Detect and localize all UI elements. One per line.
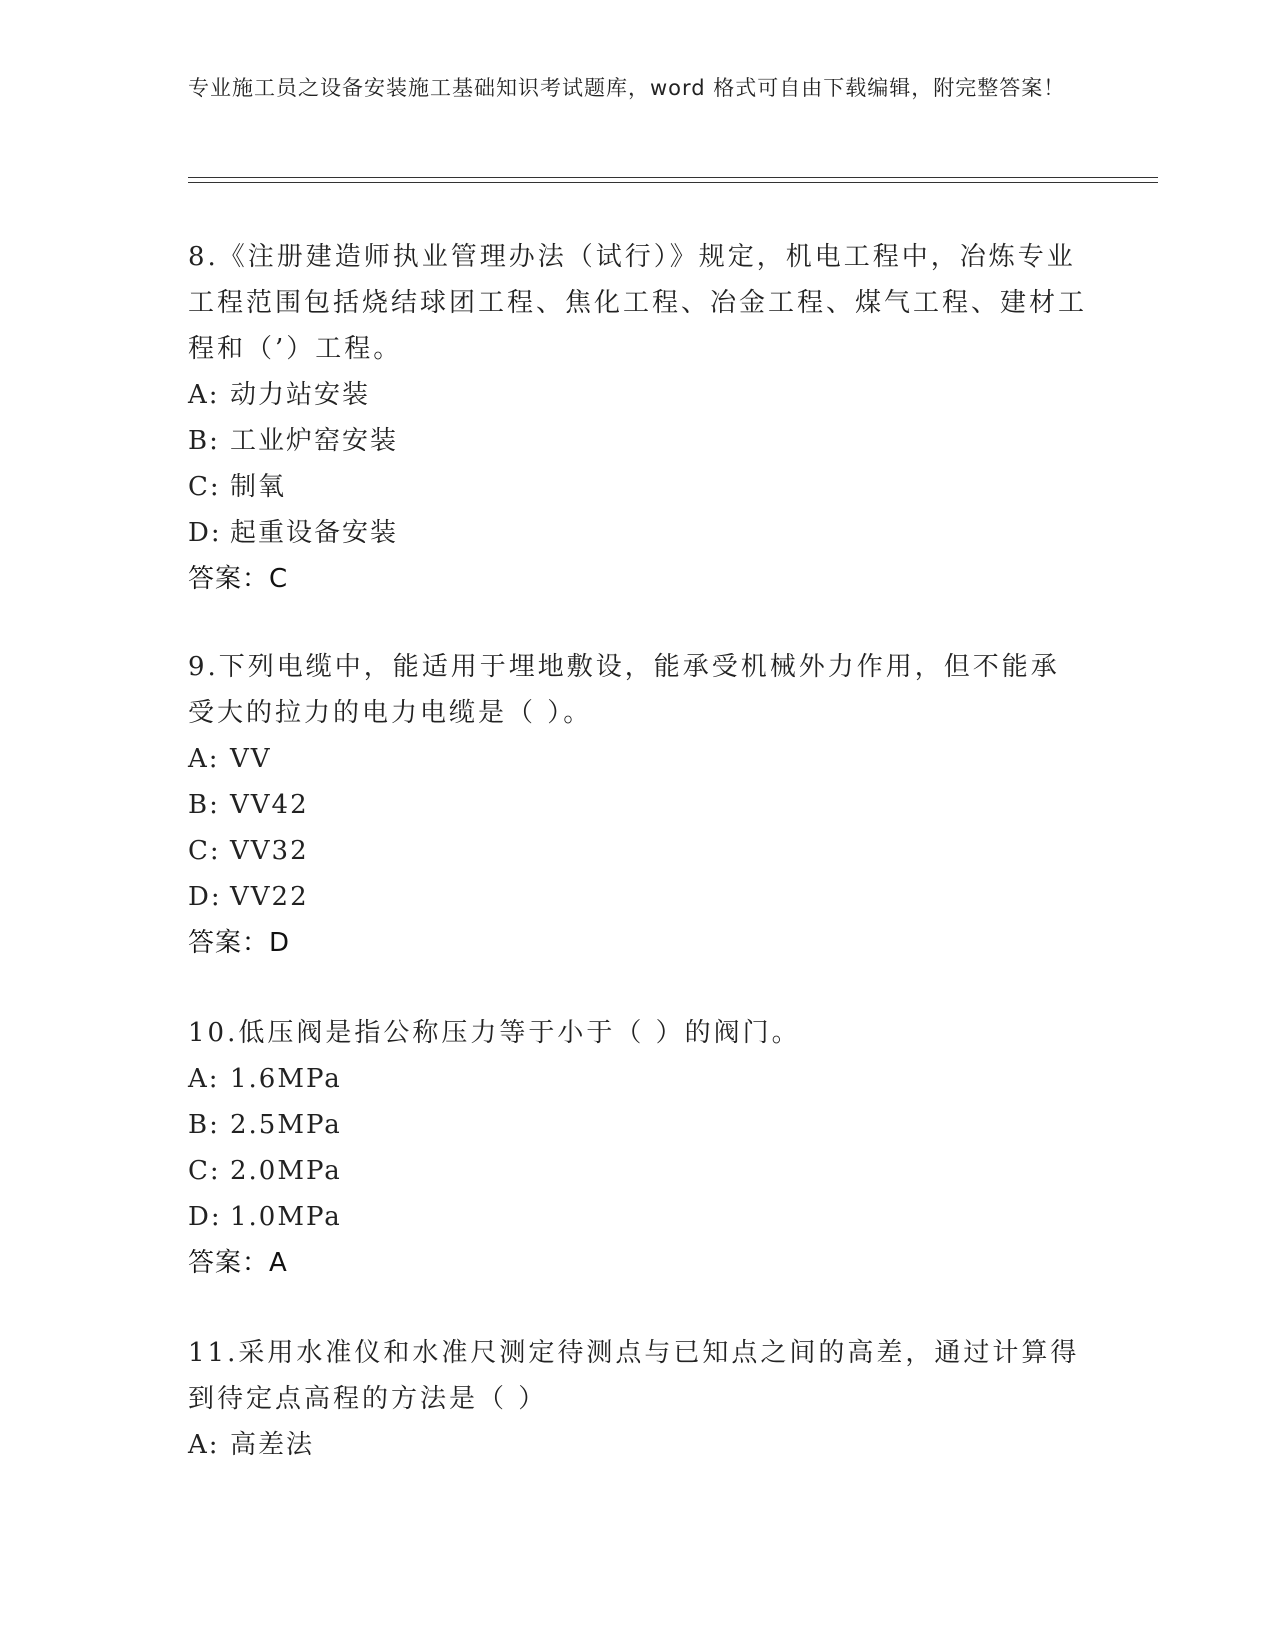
option-text: 起重设备安装 bbox=[230, 518, 399, 548]
question-stem: 9.下列电缆中，能适用于埋地敷设，能承受机械外力作用，但不能承受大的拉力的电力电缆是（ ）。 bbox=[188, 652, 1060, 728]
question-11 bbox=[188, 1330, 1088, 1468]
option-text: VV22 bbox=[230, 882, 309, 912]
option-key: D: bbox=[188, 518, 222, 548]
option-d bbox=[188, 1194, 1088, 1240]
option-text: 2.0MPa bbox=[230, 1156, 342, 1186]
option-a bbox=[188, 1056, 1088, 1102]
document-header: 专业施工员之设备安装施工基础知识考试题库，word 格式可自由下载编辑，附完整答案！ bbox=[188, 76, 1066, 100]
option-key: A: bbox=[188, 1430, 220, 1460]
option-key: B: bbox=[188, 426, 220, 456]
answer-line: 答案：C bbox=[188, 564, 289, 594]
question-stem: 8.《注册建造师执业管理办法（试行）》规定，机电工程中，冶炼专业工程范围包括烧结球团工程、焦化工程、冶金工程、煤气工程、建材工程和（’）工程。 bbox=[188, 242, 1088, 364]
option-text: 工业炉窑安装 bbox=[230, 426, 399, 456]
header-divider-top bbox=[188, 177, 1158, 178]
option-text: VV42 bbox=[230, 790, 309, 820]
question-9 bbox=[188, 644, 1088, 966]
option-key: A: bbox=[188, 1064, 220, 1094]
option-key: B: bbox=[188, 1110, 220, 1140]
option-text: VV bbox=[230, 744, 272, 774]
option-text: 制氧 bbox=[230, 472, 287, 502]
option-text: VV32 bbox=[230, 836, 309, 866]
option-key: C: bbox=[188, 836, 221, 866]
option-key: D: bbox=[188, 1202, 222, 1232]
option-c bbox=[188, 1148, 1088, 1194]
option-a bbox=[188, 736, 1088, 782]
option-d bbox=[188, 510, 1088, 556]
question-8 bbox=[188, 234, 1088, 602]
answer-line: 答案：A bbox=[188, 1248, 288, 1278]
option-text: 1.6MPa bbox=[230, 1064, 342, 1094]
option-text: 高差法 bbox=[230, 1430, 315, 1460]
option-text: 动力站安装 bbox=[230, 380, 371, 410]
option-d bbox=[188, 874, 1088, 920]
option-a bbox=[188, 1422, 1088, 1468]
option-text: 2.5MPa bbox=[230, 1110, 342, 1140]
option-key: D: bbox=[188, 882, 222, 912]
header-divider-bottom bbox=[188, 182, 1158, 183]
option-b bbox=[188, 1102, 1088, 1148]
option-key: A: bbox=[188, 380, 220, 410]
option-key: C: bbox=[188, 472, 221, 502]
option-b bbox=[188, 418, 1088, 464]
option-a bbox=[188, 372, 1088, 418]
option-key: A: bbox=[188, 744, 220, 774]
option-c bbox=[188, 828, 1088, 874]
option-key: B: bbox=[188, 790, 220, 820]
option-key: C: bbox=[188, 1156, 221, 1186]
option-b bbox=[188, 782, 1088, 828]
answer-line: 答案：D bbox=[188, 928, 291, 958]
question-stem: 10.低压阀是指公称压力等于小于（ ）的阀门。 bbox=[188, 1018, 801, 1048]
question-stem: 11.采用水准仪和水准尺测定待测点与已知点之间的高差，通过计算得到待定点高程的方法是（ ） bbox=[188, 1338, 1080, 1414]
option-c bbox=[188, 464, 1088, 510]
question-10 bbox=[188, 1010, 1088, 1286]
option-text: 1.0MPa bbox=[230, 1202, 342, 1232]
